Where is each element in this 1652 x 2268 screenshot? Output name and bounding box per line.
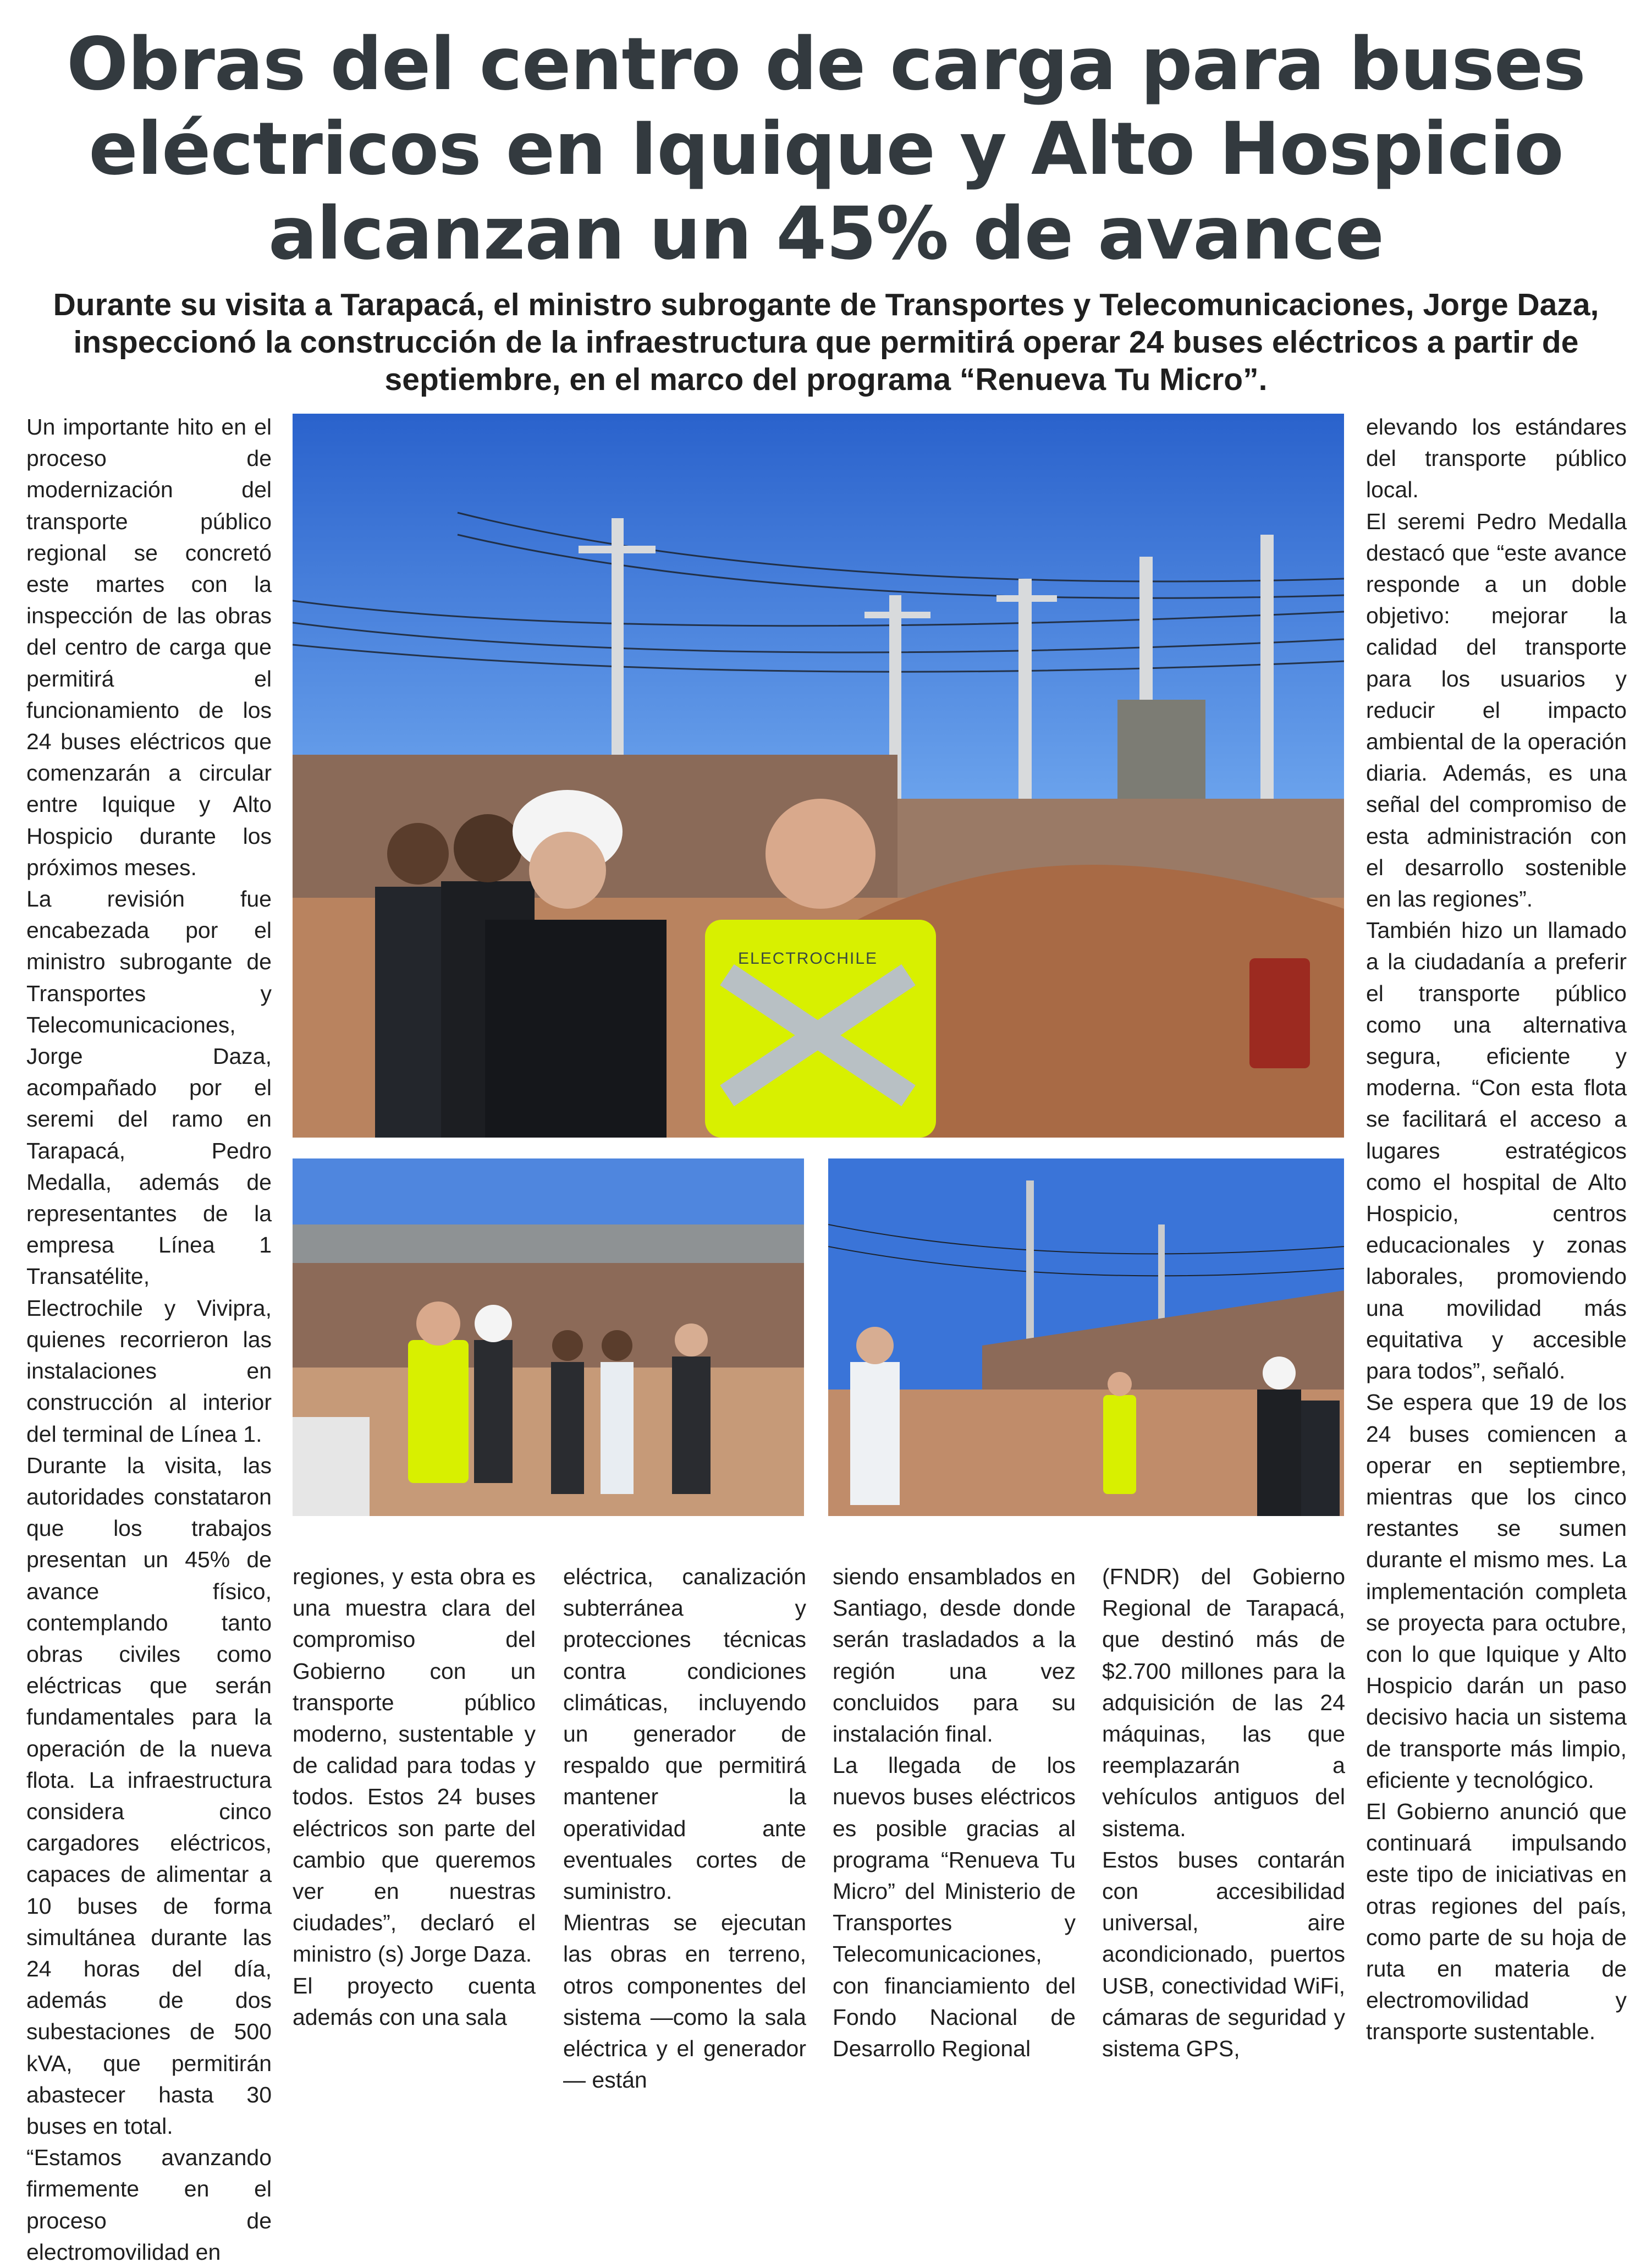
paragraph: elevando los estándares del transporte público local.	[1366, 414, 1627, 503]
paragraph: siendo ensamblados en Santiago, desde donde serán trasladados a la región una vez concluidos para su instalación final.	[833, 1564, 1076, 1747]
article-column-bottom-4	[1102, 1561, 1345, 2064]
paragraph: El Gobierno anunció que continuará impulsando este tipo de iniciativas en otras regiones del país, como parte de su hoja de ruta en materia de electromovilidad y transporte sustentable.	[1366, 1798, 1627, 2045]
paragraph: También hizo un llamado a la ciudadanía a preferir el transporte público como una alternativa segura, eficiente y moderna. “Con esta flota se facilitará el acceso a lugares estratégicos como el hospital de Alto Hospicio, centros educacionales y zonas laborales, promoviendo una movilidad más equitativa y accesible para todos”, señaló.	[1366, 918, 1627, 1384]
paragraph: La revisión fue encabezada por el ministro subrogante de Transportes y Telecomunicaciones, Jorge Daza, acompañado por el seremi del ramo en Tarapacá, Pedro Medalla, además de representantes de la empresa Línea 1 Transatélite, Electrochile y Vivipra, quienes recorrieron las instalaciones en construcción al interior del terminal de Línea 1.	[26, 886, 272, 1447]
paragraph: regiones, y esta obra es una muestra clara del compromiso del Gobierno con un transporte público moderno, sustentable y de calidad para todas y todos. Estos 24 buses eléctricos son parte del cambio que queremos ver en nuestras ciudades”, declaró el ministro (s) Jorge Daza.	[293, 1564, 536, 1967]
article-column-bottom-3	[833, 1561, 1076, 2064]
article-deck: Durante su visita a Tarapacá, el ministro subrogante de Transportes y Telecomunicaciones, Jorge Daza, inspeccionó la construcción de la infraestructura que permitirá operar 24 buses eléctricos a partir de septiembre, en el marco del programa “Renueva Tu Micro”.	[53, 287, 1599, 397]
paragraph: Un importante hito en el proceso de modernización del transporte público regional se concretó este martes con la inspección de las obras del centro de carga que permitirá el funcionamiento de los 24 buses eléctricos que comenzarán a circular entre Iquique y Alto Hospicio durante los próximos meses.	[26, 414, 272, 880]
paragraph: Estos buses contarán con accesibilidad universal, aire acondicionado, puertos USB, conectividad WiFi, cámaras de seguridad y sistema GPS,	[1102, 1847, 1345, 2062]
vest-logo-label: ELECTROCHILE	[738, 949, 878, 968]
article-column-right	[1366, 411, 1627, 2048]
paragraph: (FNDR) del Gobierno Regional de Tarapacá, que destinó más de $2.700 millones para la adquisición de las 24 máquinas, las que reemplazarán a vehículos antiguos del sistema.	[1102, 1564, 1345, 1841]
article-headline: Obras del centro de carga para buses eléctricos en Iquique y Alto Hospicio alcanzan un 45% de avance	[67, 22, 1585, 276]
paragraph: eléctrica, canalización subterránea y protecciones técnicas contra condiciones climáticas, incluyendo un generador de respaldo que permitirá mantener la operatividad ante eventuales cortes de suministro.	[563, 1564, 806, 1904]
photo-inspection-group	[293, 1158, 804, 1516]
article-column-bottom-2	[563, 1561, 806, 2096]
article-column-bottom-1	[293, 1561, 536, 2033]
paragraph: Se espera que 19 de los 24 buses comiencen a operar en septiembre, mientras que los cinco restantes se sumen durante el mismo mes. La implementación completa se proyecta para octubre, con lo que Iquique y Alto Hospicio darán un paso decisivo hacia un sistema de transporte más limpio, eficiente y tecnológico.	[1366, 1390, 1627, 1793]
paragraph: “Estamos avanzando firmemente en el proceso de electromovilidad en	[26, 2145, 272, 2265]
paragraph: Durante la visita, las autoridades constataron que los trabajos presentan un 45% de avance físico, contemplando tanto obras civiles como eléctricas que serán fundamentales para la operación de la nueva flota. La infraestructura considera cinco cargadores eléctricos, capaces de alimentar a 10 buses de forma simultánea durante las 24 horas del día, además de dos subestaciones de 500 kVA, que permitirán abastecer hasta 30 buses en total.	[26, 1452, 272, 2139]
paragraph: El seremi Pedro Medalla destacó que “este avance responde a un doble objetivo: mejorar la calidad del transporte para los usuarios y reducir el impacto ambiental de la operación diaria. Además, es una señal del compromiso de esta administración con el desarrollo sostenible en las regiones”.	[1366, 508, 1627, 912]
paragraph: El proyecto cuenta además con una sala	[293, 1973, 536, 2030]
article-column-left	[26, 411, 272, 2268]
paragraph: Mientras se ejecutan las obras en terreno, otros componentes del sistema —como la sala eléctrica y el generador— están	[563, 1910, 806, 2093]
photo-inspection-site	[828, 1158, 1344, 1516]
paragraph: La llegada de los nuevos buses eléctricos es posible gracias al programa “Renueva Tu Micro” del Ministerio de Transportes y Telecomunicaciones, con financiamiento del Fondo Nacional de Desarrollo Regional	[833, 1753, 1076, 2062]
photo-inspection-main	[293, 414, 1344, 1138]
